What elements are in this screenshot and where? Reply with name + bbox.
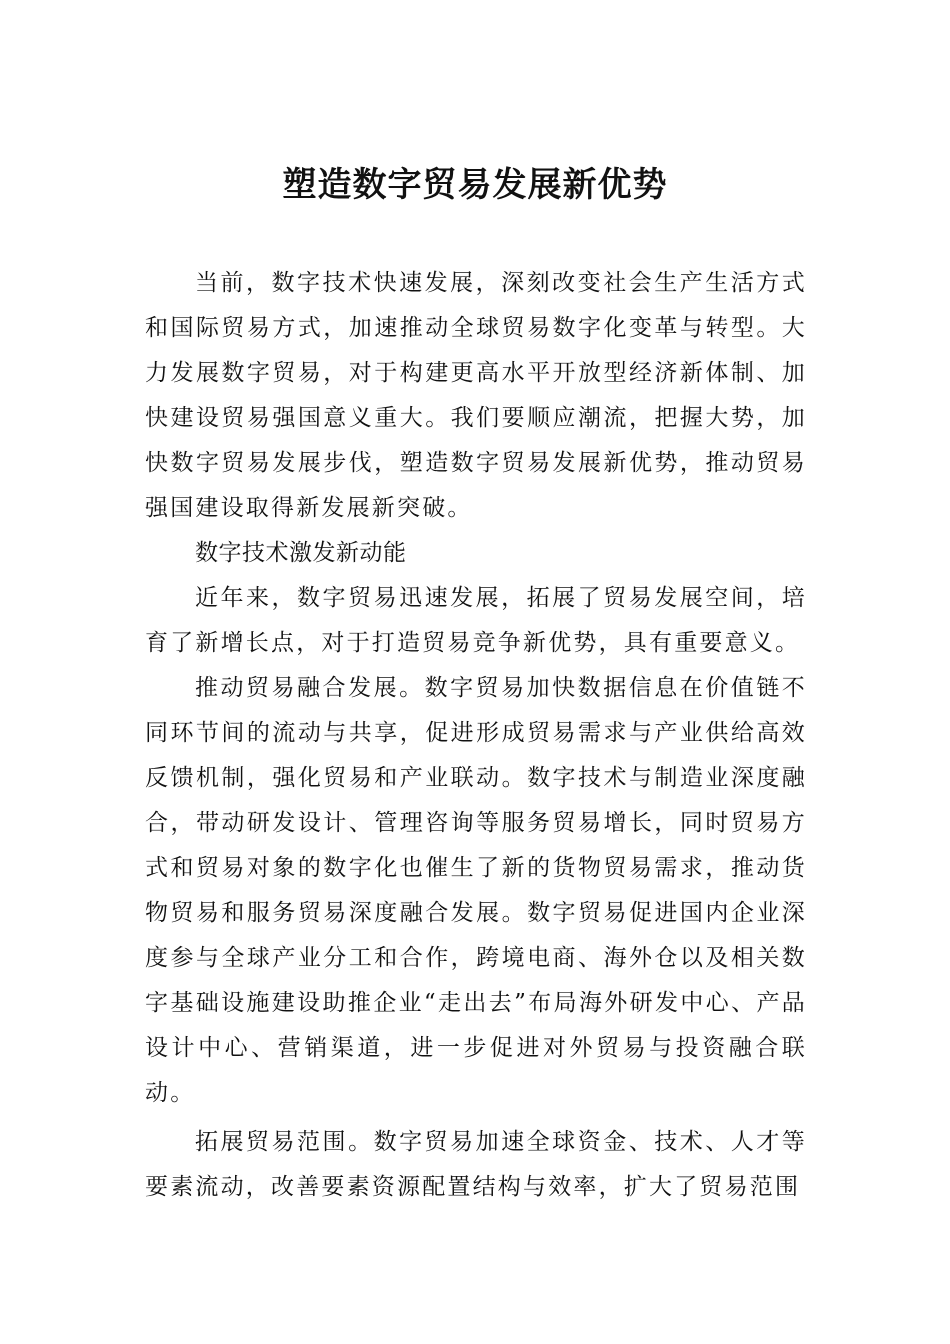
section-heading: 数字技术激发新动能: [195, 540, 407, 566]
document-body: [145, 261, 807, 1210]
intro-paragraph: 当前，数字技术快速发展，深刻改变社会生产生活方式和国际贸易方式，加速推动全球贸易数字化变革与转型。大力发展数字贸易，对于构建更高水平开放型经济新体制、加快建设贸易强国意义重大。我们要顺应潮流，把握大势，加快数字贸易发展步伐，塑造数字贸易发展新优势，推动贸易强国建设取得新发展新突破。: [145, 270, 807, 521]
body-paragraph: 拓展贸易范围。数字贸易加速全球资金、技术、人才等要素流动，改善要素资源配置结构与效率，扩大了贸易范围: [145, 1129, 807, 1200]
document-title: 塑造数字贸易发展新优势: [282, 165, 668, 205]
body-paragraph: 推动贸易融合发展。数字贸易加快数据信息在价值链不同环节间的流动与共享，促进形成贸易需求与产业供给高效反馈机制，强化贸易和产业联动。数字技术与制造业深度融合，带动研发设计、管理咨询等服务贸易增长，同时贸易方式和贸易对象的数字化也催生了新的货物贸易需求，推动货物贸易和服务贸易深度融合发展。数字贸易促进国内企业深度参与全球产业分工和合作，跨境电商、海外仓以及相关数字基础设施建设助推企业“走出去”布局海外研发中心、产品设计中心、营销渠道，进一步促进对外贸易与投资融合联动。: [145, 675, 807, 1106]
body-paragraph: 近年来，数字贸易迅速发展，拓展了贸易发展空间，培育了新增长点，对于打造贸易竞争新优势，具有重要意义。: [145, 585, 807, 656]
